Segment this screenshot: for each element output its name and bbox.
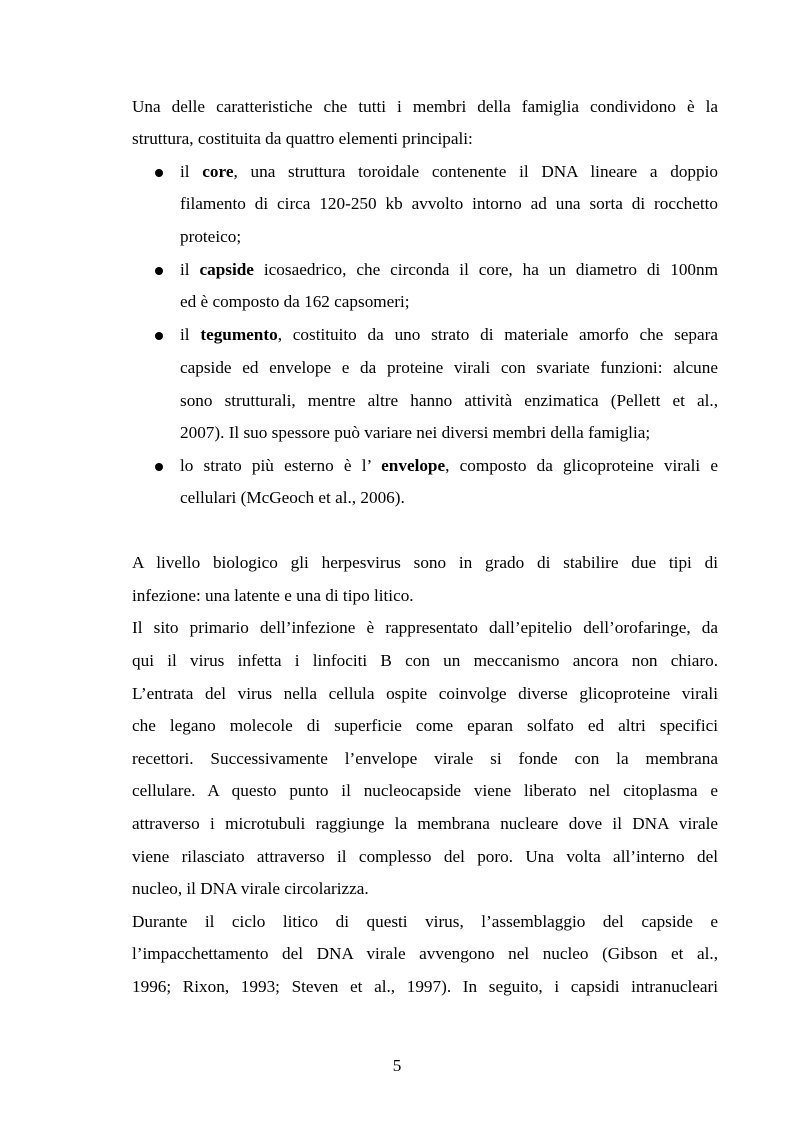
bullet-dot (155, 463, 163, 471)
page-number: 5 (392, 1056, 402, 1075)
intro-line-2: struttura, costituita da quattro elementi principali: (132, 129, 473, 148)
infection-line-1: A livello biologico gli herpesvirus sono in grado di stabilire due tipi di (132, 553, 718, 572)
entry-line-8: viene rilasciato attraverso il complesso del poro. Una volta all’interno del (132, 847, 718, 866)
term-capside: capside (199, 260, 254, 279)
bullet-envelope-line-2: cellulari (McGeoch et al., 2006). (180, 488, 405, 507)
bullet-dot (155, 332, 163, 340)
bullet-tegumento-line-2: capside ed envelope e da proteine virali con svariate funzioni: alcune (180, 358, 718, 377)
bullet-capside-rest: icosaedrico, che circonda il core, ha un diametro di 100nm (253, 260, 718, 279)
entry-line-3: L’entrata del virus nella cellula ospite coinvolge diverse glicoproteine virali (132, 684, 718, 703)
bullet-tegumento-lead: il (180, 325, 201, 344)
entry-line-5: recettori. Successivamente l’envelope virale si fonde con la membrana (132, 749, 718, 768)
bullet-core-line-3: proteico; (180, 227, 242, 246)
intro-line-1: Una delle caratteristiche che tutti i membri della famiglia condividono è la (132, 97, 718, 116)
bullet-core-rest: , una struttura toroidale contenente il DNA lineare a doppio (233, 162, 718, 181)
entry-line-2: qui il virus infetta i linfociti B con un meccanismo ancora non chiaro. (132, 651, 718, 670)
bullet-core-line-2: filamento di circa 120-250 kb avvolto intorno ad una sorta di rocchetto (180, 194, 718, 213)
bullet-tegumento-line-4: 2007). Il suo spessore può variare nei diversi membri della famiglia; (180, 423, 651, 442)
bullet-tegumento-line-1 (180, 325, 718, 345)
bullet-dot (155, 267, 163, 275)
bullet-capside-lead: il (180, 260, 200, 279)
term-tegumento: tegumento (200, 325, 278, 344)
lytic-line-2: l’impacchettamento del DNA virale avvengono nel nucleo (Gibson et al., (132, 944, 718, 963)
bullet-tegumento-rest: , costituito da uno strato di materiale amorfo che separa (277, 325, 718, 344)
entry-line-4: che legano molecole di superficie come eparan solfato ed altri specifici (132, 716, 718, 735)
lytic-line-3: 1996; Rixon, 1993; Steven et al., 1997). In seguito, i capsidi intranucleari (132, 977, 718, 996)
entry-line-1: Il sito primario dell’infezione è rappresentato dall’epitelio dell’orofaringe, da (132, 618, 718, 637)
bullet-core-line-1 (180, 162, 718, 182)
bullet-envelope-lead: lo strato più esterno è l’ (180, 456, 382, 475)
bullet-tegumento-line-3: sono strutturali, mentre altre hanno attività enzimatica (Pellett et al., (180, 391, 718, 410)
entry-line-7: attraverso i microtubuli raggiunge la membrana nucleare dove il DNA virale (132, 814, 718, 833)
bullet-envelope-rest: , composto da glicoproteine virali e (445, 456, 719, 475)
bullet-envelope-line-1 (180, 456, 718, 476)
term-envelope: envelope (381, 456, 446, 475)
bullet-capside-line-2: ed è composto da 162 capsomeri; (180, 292, 410, 311)
bullet-dot (155, 169, 163, 177)
entry-line-6: cellulare. A questo punto il nucleocapside viene liberato nel citoplasma e (132, 781, 718, 800)
lytic-line-1: Durante il ciclo litico di questi virus, l’assemblaggio del capside e (132, 912, 718, 931)
term-core: core (202, 162, 234, 181)
bullet-capside-line-1 (180, 260, 718, 280)
bullet-core-lead: il (180, 162, 203, 181)
infection-line-2: infezione: una latente e una di tipo litico. (132, 586, 414, 605)
entry-line-9: nucleo, il DNA virale circolarizza. (132, 879, 369, 898)
